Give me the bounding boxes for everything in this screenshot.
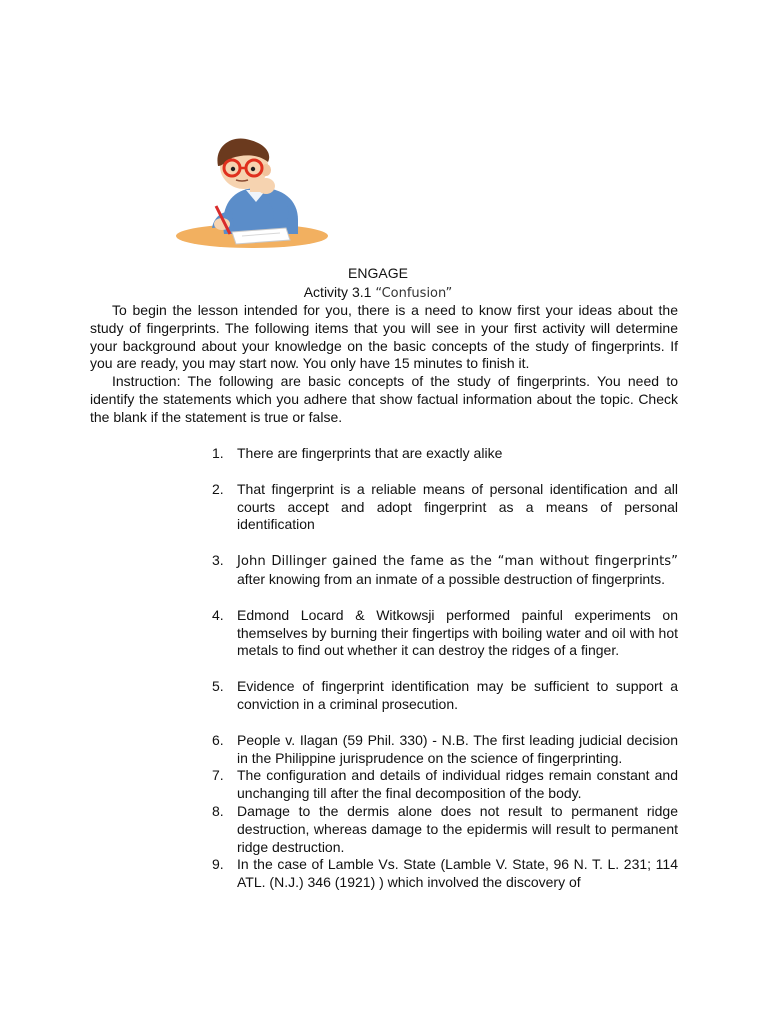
item-text: That fingerprint is a reliable means of personal identification and all courts accept and adopt fingerprint as a means of personal identification bbox=[237, 480, 678, 533]
list-item bbox=[212, 552, 678, 589]
item-number: 4. bbox=[212, 606, 224, 623]
item-number: 6. bbox=[212, 731, 224, 748]
list-item bbox=[212, 803, 678, 856]
item-text: Evidence of fingerprint identification may be sufficient to support a conviction in a criminal prosecution. bbox=[237, 678, 678, 712]
activity-number: Activity 3.1 bbox=[303, 284, 376, 300]
item-number: 5. bbox=[212, 678, 224, 695]
item-text: There are fingerprints that are exactly alike bbox=[237, 445, 503, 461]
intro-paragraph: To begin the lesson intended for you, there is a need to know first your ideas about the study of fingerprints. The following items that you will see in your first activity will determine your background about your knowledge on the basic concepts of the study of fingerprints. If you are ready, you may start now. You only have 15 minutes to finish it. bbox=[90, 302, 678, 372]
item-text: In the case of Lamble Vs. State (Lamble V. State, 96 N. T. L. 231; 114 ATL. (N.J.) 346 (1921) ) which involved the discovery of bbox=[237, 856, 678, 891]
statement-list bbox=[212, 445, 678, 892]
activity-heading bbox=[0, 284, 762, 303]
item-number: 9. bbox=[212, 856, 224, 873]
item-text: People v. Ilagan (59 Phil. 330) - N.B. The first leading judicial decision in the Philippine jurisprudence on the science of fingerprinting. bbox=[237, 731, 678, 766]
student-thinking-illustration bbox=[172, 136, 332, 254]
item-number: 1. bbox=[212, 445, 224, 461]
item-text: Damage to the dermis alone does not result to permanent ridge destruction, whereas damage to the epidermis will result to permanent ridge destruction. bbox=[237, 802, 678, 855]
item-text-continued: after knowing from an inmate of a possible destruction of fingerprints. bbox=[237, 570, 665, 587]
list-item bbox=[212, 445, 678, 463]
item-text: Edmond Locard & Witkowsji performed painful experiments on themselves by burning their fingertips with boiling water and oil with hot metals to find out whether it can destroy the ridges of a finger. bbox=[237, 606, 678, 659]
item-number: 8. bbox=[212, 802, 224, 819]
item-text: John Dillinger gained the fame as the “man without fingerprints” bbox=[237, 554, 678, 570]
instruction-paragraph: Instruction: The following are basic concepts of the study of fingerprints. You need to identify the statements which you adhere that show factual information about the topic. Check the blank if the statement is true or false. bbox=[90, 373, 678, 425]
list-item bbox=[212, 607, 678, 660]
list-item bbox=[212, 856, 678, 892]
item-text: The configuration and details of individual ridges remain constant and unchanging till after the final decomposition of the body. bbox=[237, 767, 678, 802]
activity-title: “Confusion” bbox=[375, 286, 453, 301]
list-item bbox=[212, 767, 678, 803]
list-item bbox=[212, 732, 678, 768]
list-item bbox=[212, 678, 678, 714]
item-number: 3. bbox=[212, 552, 224, 569]
list-item bbox=[212, 481, 678, 534]
section-heading: ENGAGE bbox=[348, 265, 408, 281]
item-number: 2. bbox=[212, 480, 224, 497]
item-number: 7. bbox=[212, 767, 224, 784]
